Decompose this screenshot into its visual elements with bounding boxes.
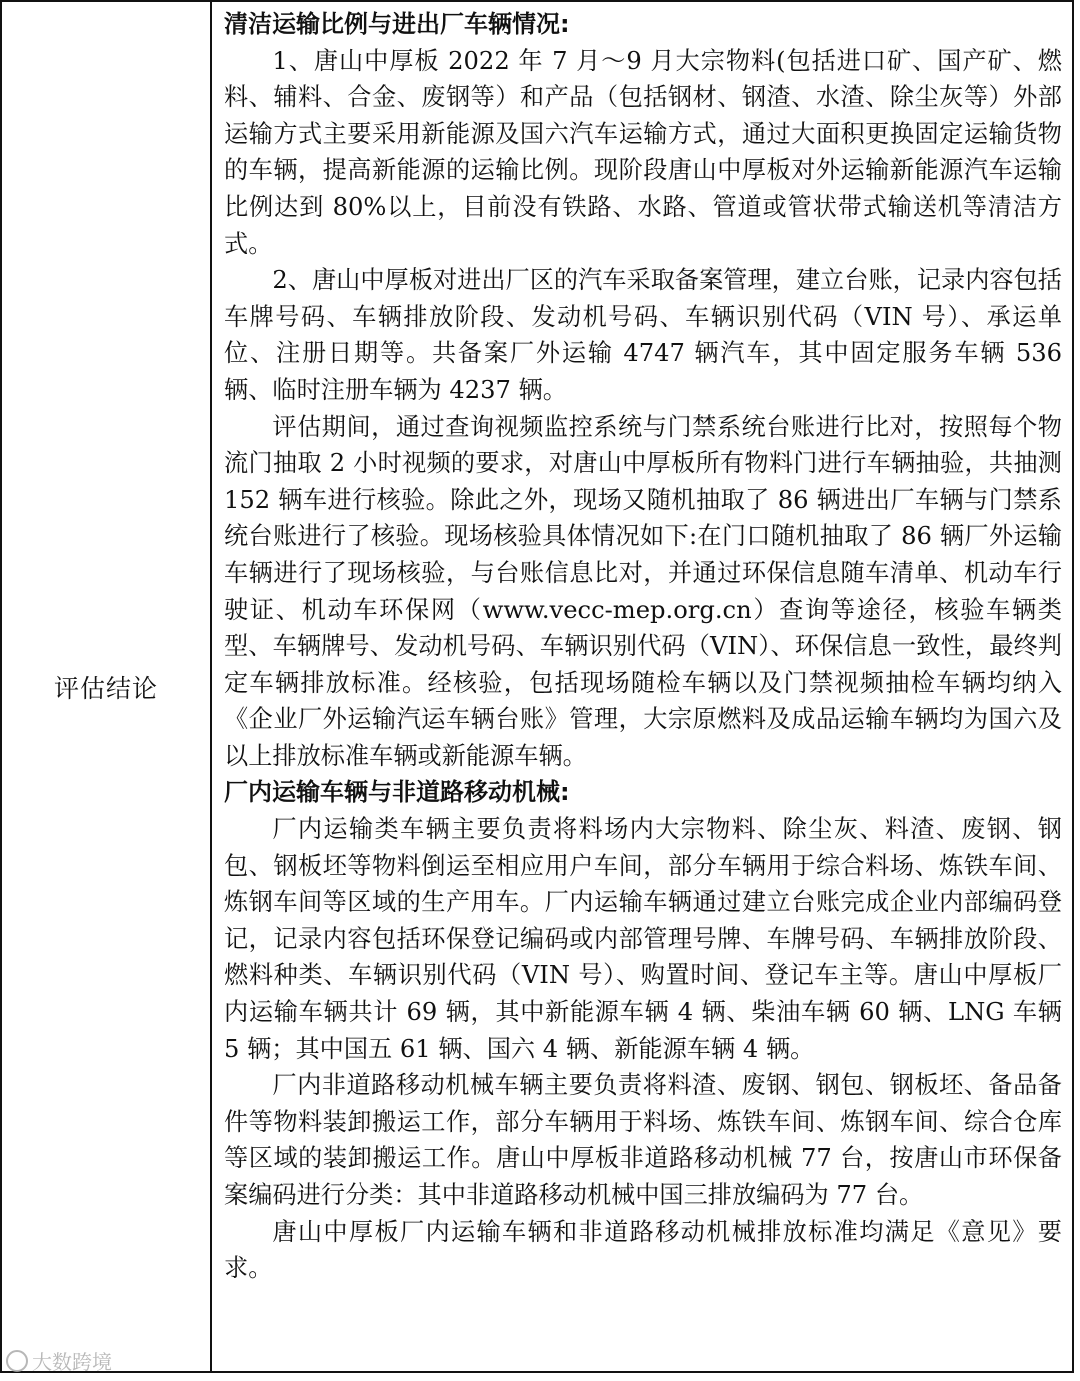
paragraph: 厂内运输类车辆主要负责将料场内大宗物料、除尘灰、料渣、废钢、钢包、钢板坯等物料倒运至相应用户车间，部分车辆用于综合料场、炼铁车间、炼钢车间等区域的生产用车。厂内运输车辆通过建立台账完成企业内部编码登记，记录内容包括环保登记编码或内部管理号牌、车牌号码、车辆排放阶段、燃料种类、车辆识别代码（VIN 号）、购置时间、登记车主等。唐山中厚板厂内运输车辆共计 69 辆，其中新能源车辆 4 辆、柴油车辆 60 辆、LNG 车辆 5 辆；其中国五 61 辆、国六 4 辆、新能源车辆 4 辆。	[224, 815, 1062, 1063]
watermark-text: 大数跨境	[32, 1350, 112, 1374]
paragraph: 唐山中厚板厂内运输车辆和非道路移动机械排放标准均满足《意见》要求。	[224, 1217, 1062, 1283]
paragraph: 2、唐山中厚板对进出厂区的汽车采取备案管理，建立台账，记录内容包括车牌号码、车辆排放阶段、发动机号码、车辆识别代码（VIN 号）、承运单位、注册日期等。共备案厂外运输 4747 辆汽车，其中固定服务车辆 536 辆、临时注册车辆为 4237 辆。	[224, 266, 1062, 404]
section-heading-clean-transport: 清洁运输比例与进出厂车辆情况:	[224, 10, 570, 38]
row-label: 评估结论	[53, 673, 158, 703]
row-label-cell	[1, 1, 211, 1372]
paragraph: 1、唐山中厚板 2022 年 7 月～9 月大宗物料(包括进口矿、国产矿、燃料、辅料、合金、废钢等）和产品（包括钢材、钢渣、水渣、除尘灰等）外部运输方式主要采用新能源及国六汽车运输方式，通过大面积更换固定运输货物的车辆，提高新能源的运输比例。现阶段唐山中厚板对外运输新能源汽车运输比例达到 80%以上，目前没有铁路、水路、管道或管状带式输送机等清洁方式。	[224, 46, 1062, 258]
section-heading-inplant-vehicles: 厂内运输车辆与非道路移动机械:	[224, 778, 570, 807]
chat-bubble-icon	[6, 1350, 28, 1372]
assessment-content	[224, 6, 1062, 1287]
watermark	[6, 1346, 112, 1375]
paragraph: 厂内非道路移动机械车辆主要负责将料渣、废钢、钢包、钢板坯、备品备件等物料装卸搬运工作，部分车辆用于料场、炼铁车间、炼钢车间、综合仓库等区域的装卸搬运工作。唐山中厚板非道路移动机械 77 台，按唐山市环保备案编码进行分类：其中非道路移动机械中国三排放编码为 77 台。	[224, 1071, 1062, 1209]
paragraph: 评估期间，通过查询视频监控系统与门禁系统台账进行比对，按照每个物流门抽取 2 小时视频的要求，对唐山中厚板所有物料门进行车辆抽验，共抽测 152 辆车进行核验。除此之外，现场又随机抽取了 86 辆进出厂车辆与门禁系统台账进行了核验。现场核验具体情况如下:在门口随机抽取了 86 辆厂外运输车辆进行了现场核验，与台账信息比对，并通过环保信息随车清单、机动车行驶证、机动车环保网（www.vecc-mep.org.cn）查询等途径，核验车辆类型、车辆牌号、发动机号码、车辆识别代码（VIN）、环保信息一致性，最终判定车辆排放标准。经核验，包括现场随检车辆以及门禁视频抽检车辆均纳入《企业厂外运输汽运车辆台账》管理，大宗原燃料及成品运输车辆均为国六及以上排放标准车辆或新能源车辆。	[224, 412, 1062, 770]
table-row	[1, 1, 1073, 1372]
content-cell	[211, 1, 1073, 1372]
